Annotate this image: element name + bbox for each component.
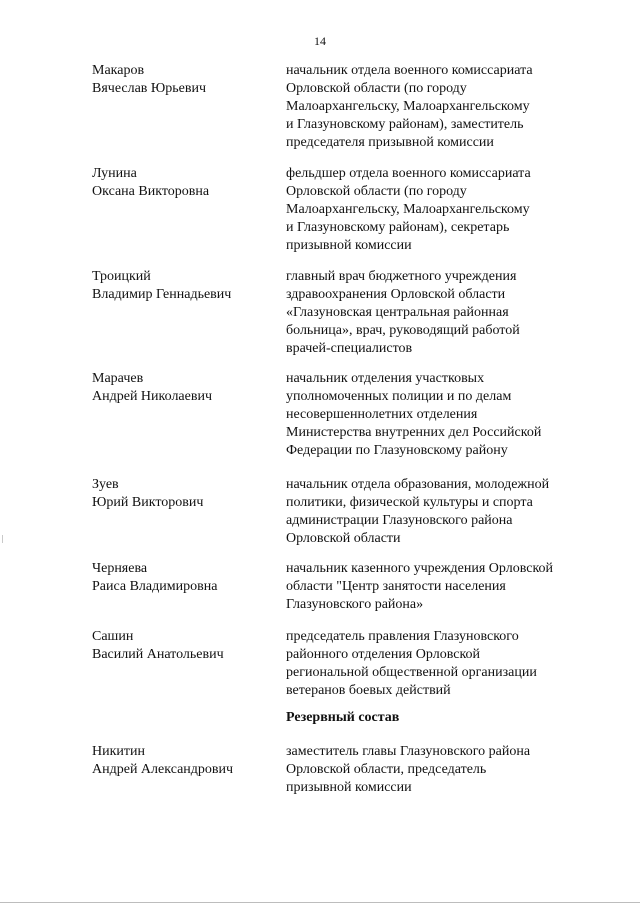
member-position — [286, 268, 586, 358]
position-line: Орловской области — [286, 531, 401, 546]
member-given-name: Владимир Геннадьевич — [92, 287, 232, 302]
member-position — [286, 370, 586, 460]
position-line: политики, физической культуры и спорта — [286, 495, 533, 510]
position-line: и Глазуновскому районам), заместитель — [286, 117, 524, 132]
position-line: призывной комиссии — [286, 780, 412, 795]
member-name — [92, 743, 277, 779]
member-position — [286, 743, 586, 797]
member-surname: Макаров — [92, 63, 145, 78]
member-name — [92, 370, 277, 406]
position-line: Глазуновского района» — [286, 597, 424, 612]
member-given-name: Андрей Александрович — [92, 762, 234, 777]
position-line: начальник отдела военного комиссариата — [286, 63, 533, 78]
reserve-section-title: Резервный состав — [286, 710, 400, 725]
position-line: призывной комиссии — [286, 238, 412, 253]
position-line: врачей-специалистов — [286, 341, 413, 356]
scan-mark — [2, 535, 3, 543]
member-surname: Сашин — [92, 629, 134, 644]
member-surname: Зуев — [92, 477, 119, 492]
position-line: главный врач бюджетного учреждения — [286, 269, 517, 284]
member-surname: Никитин — [92, 744, 145, 759]
position-line: уполномоченных полиции и по делам — [286, 389, 512, 404]
member-name — [92, 165, 277, 201]
position-line: «Глазуновская центральная районная — [286, 305, 509, 320]
member-name — [92, 62, 277, 98]
member-surname: Лунина — [92, 166, 137, 181]
position-line: и Глазуновскому районам), секретарь — [286, 220, 510, 235]
member-position — [286, 560, 586, 614]
position-line: председателя призывной комиссии — [286, 135, 494, 150]
position-line: заместитель главы Глазуновского района — [286, 744, 531, 759]
position-line: ветеранов боевых действий — [286, 683, 451, 698]
member-position — [286, 628, 586, 700]
position-line: Орловской области (по городу — [286, 81, 467, 96]
position-line: Малоархангельску, Малоархангельскому — [286, 99, 530, 114]
position-line: Орловской области (по городу — [286, 184, 467, 199]
member-name — [92, 476, 277, 512]
member-given-name: Раиса Владимировна — [92, 579, 218, 594]
position-line: региональной общественной организации — [286, 665, 537, 680]
position-line: начальник отдела образования, молодежной — [286, 477, 550, 492]
position-line: начальник казенного учреждения Орловской — [286, 561, 554, 576]
position-line: Министерства внутренних дел Российской — [286, 425, 542, 440]
member-name — [92, 268, 277, 304]
position-line: председатель правления Глазуновского — [286, 629, 519, 644]
member-position — [286, 165, 586, 255]
position-line: Орловской области, председатель — [286, 762, 487, 777]
position-line: районного отделения Орловской — [286, 647, 481, 662]
position-line: Малоархангельску, Малоархангельскому — [286, 202, 530, 217]
position-line: здравоохранения Орловской области — [286, 287, 506, 302]
position-line: фельдшер отдела военного комиссариата — [286, 166, 531, 181]
member-given-name: Юрий Викторович — [92, 495, 204, 510]
member-surname: Марачев — [92, 371, 144, 386]
member-surname: Троицкий — [92, 269, 151, 284]
position-line: больница», врач, руководящий работой — [286, 323, 520, 338]
member-position — [286, 476, 586, 548]
member-given-name: Андрей Николаевич — [92, 389, 212, 404]
member-given-name: Оксана Викторовна — [92, 184, 210, 199]
member-name — [92, 560, 277, 596]
position-line: Федерации по Глазуновскому району — [286, 443, 508, 458]
position-line: области "Центр занятости населения — [286, 579, 506, 594]
member-surname: Черняева — [92, 561, 148, 576]
member-position — [286, 62, 586, 152]
position-line: администрации Глазуновского района — [286, 513, 513, 528]
member-given-name: Василий Анатольевич — [92, 647, 224, 662]
position-line: начальник отделения участковых — [286, 371, 485, 386]
page-number: 14 — [314, 34, 326, 48]
member-name — [92, 628, 277, 664]
member-given-name: Вячеслав Юрьевич — [92, 81, 207, 96]
page-bottom-edge — [0, 902, 640, 903]
position-line: несовершеннолетних отделения — [286, 407, 478, 422]
